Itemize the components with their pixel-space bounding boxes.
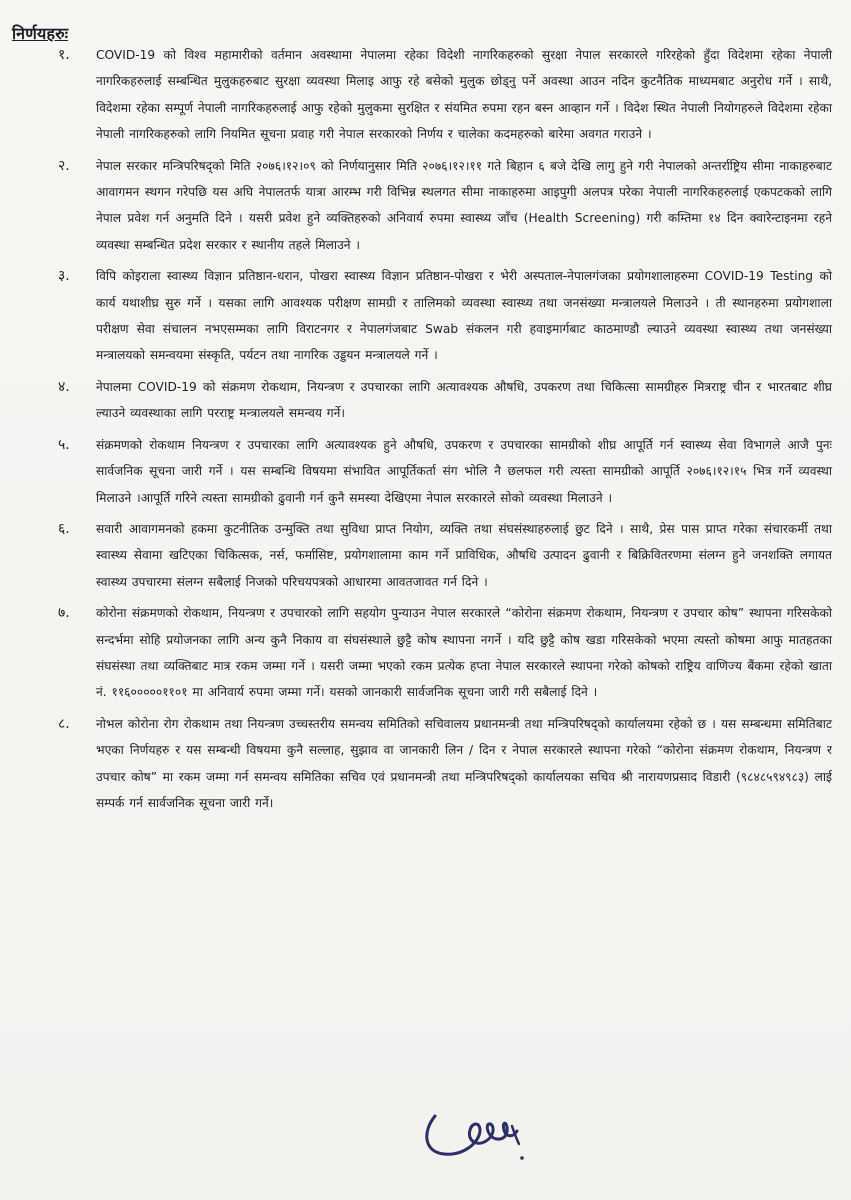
signature-icon <box>410 1092 530 1172</box>
decision-number: ३. <box>58 268 70 285</box>
decision-item <box>20 374 832 427</box>
decision-list <box>20 42 832 821</box>
page-heading: निर्णयहरुः <box>12 24 69 43</box>
decision-text: विपि कोइराला स्वास्थ्य विज्ञान प्रतिष्ठान-धरान, पोखरा स्वास्थ्य विज्ञान प्रतिष्ठान-पोखरा र भेरी अस्पताल-नेपालगंजका प्रयोगशालाहरुमा COVID-19 Testing को कार्य यथाशीघ्र सुरु गर्ने । यसका लागि आवश्यक परीक्षण सामग्री र तालिमको व्यवस्था स्वास्थ्य तथा जनसंख्या मन्त्रालयले मिलाउने । ती स्थानहरुमा प्रयोगशाला परीक्षण सेवा संचालन नभएसम्मका लागि विराटनगर र नेपालगंजबाट Swab संकलन गरी हवाइमार्गबाट काठमाण्डौ ल्याउने व्यवस्था स्वास्थ्य तथा जनसंख्या मन्त्रालयको समन्वयमा संस्कृति, पर्यटन तथा नागरिक उड्डयन मन्त्रालयले गर्ने । <box>96 269 832 363</box>
decision-text: नोभल कोरोना रोग रोकथाम तथा नियन्त्रण उच्चस्तरीय समन्वय समितिको सचिवालय प्रधानमन्त्री तथा मन्त्रिपरिषद्को कार्यालयमा रहेको छ । यस सम्बन्धमा समितिबाट भएका निर्णयहरु र यस सम्बन्धी विषयमा कुनै सल्लाह, सुझाव वा जानकारी लिन / दिन र नेपाल सरकारले स्थापना गरेको “कोरोना संक्रमण रोकथाम, नियन्त्रण र उपचार कोष” मा रकम जम्मा गर्न समन्वय समितिका सचिव एवं प्रधानमन्त्री तथा मन्त्रिपरिषद्को कार्यालयका सचिव श्री नारायणप्रसाद विडारी (९८४८५९४९८३) लाई सम्पर्क गर्न सार्वजनिक सूचना जारी गर्ने। <box>96 716 832 810</box>
decision-text: नेपालमा COVID-19 को संक्रमण रोकथाम, नियन्त्रण र उपचारका लागि अत्यावश्यक औषधि, उपकरण तथा चिकित्सा सामग्रीहरु मित्रराष्ट्र चीन र भारतबाट शीघ्र ल्याउने व्यवस्थाका लागि परराष्ट्र मन्त्रालयले समन्वय गर्ने। <box>96 379 832 421</box>
decision-text: सवारी आवागमनको हकमा कुटनीतिक उन्मुक्ति तथा सुविधा प्राप्त नियोग, व्यक्ति तथा संघसंस्थाहरुलाई छुट दिने । साथै, प्रेस पास प्राप्त गरेका संचारकर्मी तथा स्वास्थ्य सेवामा खटिएका चिकित्सक, नर्स, फर्मासिष्ट, प्रयोगशालामा काम गर्ने प्राविधिक, औषधि उत्पादन ढुवानी र बिक्रिवितरणमा संलग्न हुने जनशक्ति लगायत स्वास्थ्य उपचारमा संलग्न सबैलाई निजको परिचयपत्रको आधारमा आवतजावत गर्न दिने । <box>96 521 832 589</box>
decision-item <box>20 711 832 817</box>
decision-number: १. <box>58 47 70 63</box>
decision-item <box>20 432 832 511</box>
decision-number: ४. <box>58 378 70 395</box>
decision-item <box>20 263 832 369</box>
decision-text: नेपाल सरकार मन्त्रिपरिषद्को मिति २०७६।१२।०९ को निर्णयानुसार मिति २०७६।१२।११ गते बिहान ६ बजे देखि लागु हुने गरी नेपालको अन्तर्राष्ट्रिय सीमा नाकाहरुबाट आवागमन स्थगन गरेपछि यस अघि नेपालतर्फ यात्रा आरम्भ गरी विभिन्न स्थलगत सीमा नाकाहरुमा आइपुगी अलपत्र परेका नेपाली नागरिकहरुलाई एकपटकको लागि नेपाल प्रवेश गर्न अनुमति दिने । यसरी प्रवेश हुने व्यक्तिहरुको अनिवार्य रुपमा स्वास्थ्य जाँच (Health Screening) गरी कम्तिमा १४ दिन क्वारेन्टाइनमा रहने व्यवस्था सम्बन्धित प्रदेश सरकार र स्थानीय तहले मिलाउने । <box>96 158 832 252</box>
decision-number: ७. <box>58 605 70 622</box>
decision-text: कोरोना संक्रमणको रोकथाम, नियन्त्रण र उपचारको लागि सहयोग पुन्याउन नेपाल सरकारले “कोरोना संक्रमण रोकथाम, नियन्त्रण र उपचार कोष” स्थापना गरिसकेको सन्दर्भमा सोहि प्रयोजनका लागि अन्य कुनै निकाय वा संघसंस्थाले छुट्टै कोष स्थापना नगर्ने । यदि छुट्टै कोष खडा गरिसकेको भएमा त्यस्तो कोषमा आफु मातहतका संघसंस्था तथा व्यक्तिबाट मात्र रकम जम्मा गर्ने । यसरी जम्मा भएको रकम प्रत्येक हप्ता नेपाल सरकारले स्थापना गरेको कोषको राष्ट्रिय वाणिज्य बैंकमा रहेको खाता नं. ११६०००००११०१ मा अनिवार्य रुपमा जम्मा गर्ने। यसको जानकारी सार्वजनिक सूचना जारी गरी सबैलाई दिने । <box>96 606 832 700</box>
decision-item <box>20 516 832 595</box>
decision-item <box>20 42 832 148</box>
decision-item <box>20 600 832 706</box>
decision-number: ६. <box>58 520 70 537</box>
decision-text: COVID-19 को विश्व महामारीको वर्तमान अवस्थामा नेपालमा रहेका विदेशी नागरिकहरुको सुरक्षा नेपाल सरकारले गरिरहेको हुँदा विदेशमा रहेका नेपाली नागरिकहरुलाई सम्बन्धित मुलुकहरुबाट सुरक्षा व्यवस्था मिलाइ आफु रहे बसेको मुलुक छोड्नु पर्ने अवस्था आउन नदिन कुटनैतिक माध्यमबाट अनुरोध गर्ने । साथै, विदेशमा रहेका सम्पूर्ण नेपाली नागरिकहरुलाई आफु रहेको मुलुकमा सुरक्षित र संयमित रुपमा रहन बस्न आव्हान गर्ने । विदेश स्थित नेपाली नियोगहरुले विदेशमा रहेका नेपाली नागरिकहरुको लागि नियमित सूचना प्रवाह गरी नेपाल सरकारको निर्णय र चालेका कदमहरुको बारेमा अवगत गराउने । <box>96 48 832 142</box>
decision-number: ८. <box>58 715 70 732</box>
decision-number: २. <box>58 157 70 174</box>
decision-item <box>20 153 832 259</box>
decision-text: संक्रमणको रोकथाम नियन्त्रण र उपचारका लागि अत्यावश्यक हुने औषधि, उपकरण र उपचारका सामग्रीको शीघ्र आपूर्ति गर्न स्वास्थ्य सेवा विभागले आजै पुनः सार्वजनिक सूचना जारी गर्ने । यस सम्बन्धि विषयमा संभावित आपूर्तिकर्ता संग भोलि नै छलफल गरी त्यस्ता सामग्रीको आपूर्ति २०७६।१२।१५ भित्र गर्ने व्यवस्था मिलाउने ।आपूर्ति गरिने त्यस्ता सामग्रीको ढुवानी गर्न कुनै समस्या देखिएमा नेपाल सरकारले सोको व्यवस्था मिलाउने । <box>96 437 832 505</box>
decision-number: ५. <box>58 436 70 453</box>
